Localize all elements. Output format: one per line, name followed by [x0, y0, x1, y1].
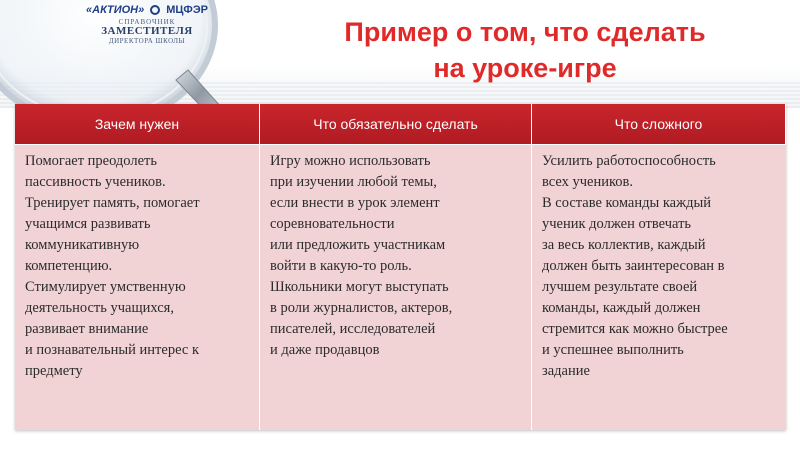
title-line-1: Пример о том, что сделать: [344, 17, 706, 47]
cell-line: предмету: [25, 363, 83, 379]
cell-line: Школьники могут выступать: [270, 279, 449, 295]
comparison-table: [15, 104, 786, 430]
cell-line: если внести в урок элемент: [270, 195, 440, 211]
logo-brand: «АКТИОН»: [86, 4, 145, 16]
cell-line: деятельность учащихся,: [25, 300, 174, 316]
column-header-why: Зачем нужен: [15, 104, 260, 144]
cell-line: команды, каждый должен: [542, 300, 701, 316]
cell-line: Игру можно использовать: [270, 153, 431, 169]
cell-line: коммуникативную: [25, 237, 140, 253]
logo-line3: ДИРЕКТОРА ШКОЛЫ: [108, 37, 186, 45]
cell-line: соревновательности: [270, 216, 395, 232]
cell-line: писателей, исследователей: [270, 321, 436, 337]
cell-line: и познавательный интерес к: [25, 342, 199, 358]
cell-line: Стимулирует умственную: [25, 279, 186, 295]
cell-line: и успешнее выполнить: [542, 342, 684, 358]
title-line-2: на уроке-игре: [433, 53, 617, 83]
logo-line2: ЗАМЕСТИТЕЛЯ: [101, 25, 193, 37]
cell-line: всех учеников.: [542, 174, 634, 190]
cell-why: [15, 144, 260, 430]
logo-partner: МЦФЭР: [166, 4, 208, 16]
cell-line: и даже продавцов: [270, 342, 380, 358]
mcfer-logo-icon: [150, 5, 160, 15]
cell-must-do: [260, 144, 532, 430]
cell-line: В составе команды каждый: [542, 195, 712, 211]
cell-line: за весь коллектив, каждый: [542, 237, 706, 253]
cell-line: развивает внимание: [25, 321, 149, 337]
page-title: [260, 14, 790, 86]
cell-line: Тренирует память, помогает: [25, 195, 200, 211]
cell-line: должен быть заинтересован в: [542, 258, 725, 274]
column-header-difficulties: Что сложного: [532, 104, 786, 144]
logo-line1: СПРАВОЧНИК: [118, 18, 176, 26]
cell-line: задание: [542, 363, 590, 379]
cell-line: или предложить участникам: [270, 237, 446, 253]
cell-line: при изучении любой темы,: [270, 174, 437, 190]
cell-line: лучшем результате своей: [542, 279, 698, 295]
cell-line: компетенцию.: [25, 258, 113, 274]
cell-line: в роли журналистов, актеров,: [270, 300, 453, 316]
cell-line: пассивность учеников.: [25, 174, 166, 190]
cell-line: ученик должен отвечать: [542, 216, 692, 232]
cell-line: стремится как можно быстрее: [542, 321, 728, 337]
cell-line: Помогает преодолеть: [25, 153, 157, 169]
column-header-must-do: Что обязательно сделать: [260, 104, 532, 144]
cell-line: Усилить работоспособность: [542, 153, 716, 169]
cell-line: войти в какую-то роль.: [270, 258, 412, 274]
cell-line: учащимся развивать: [25, 216, 151, 232]
logo: [62, 4, 232, 54]
cell-difficulties: [532, 144, 786, 430]
